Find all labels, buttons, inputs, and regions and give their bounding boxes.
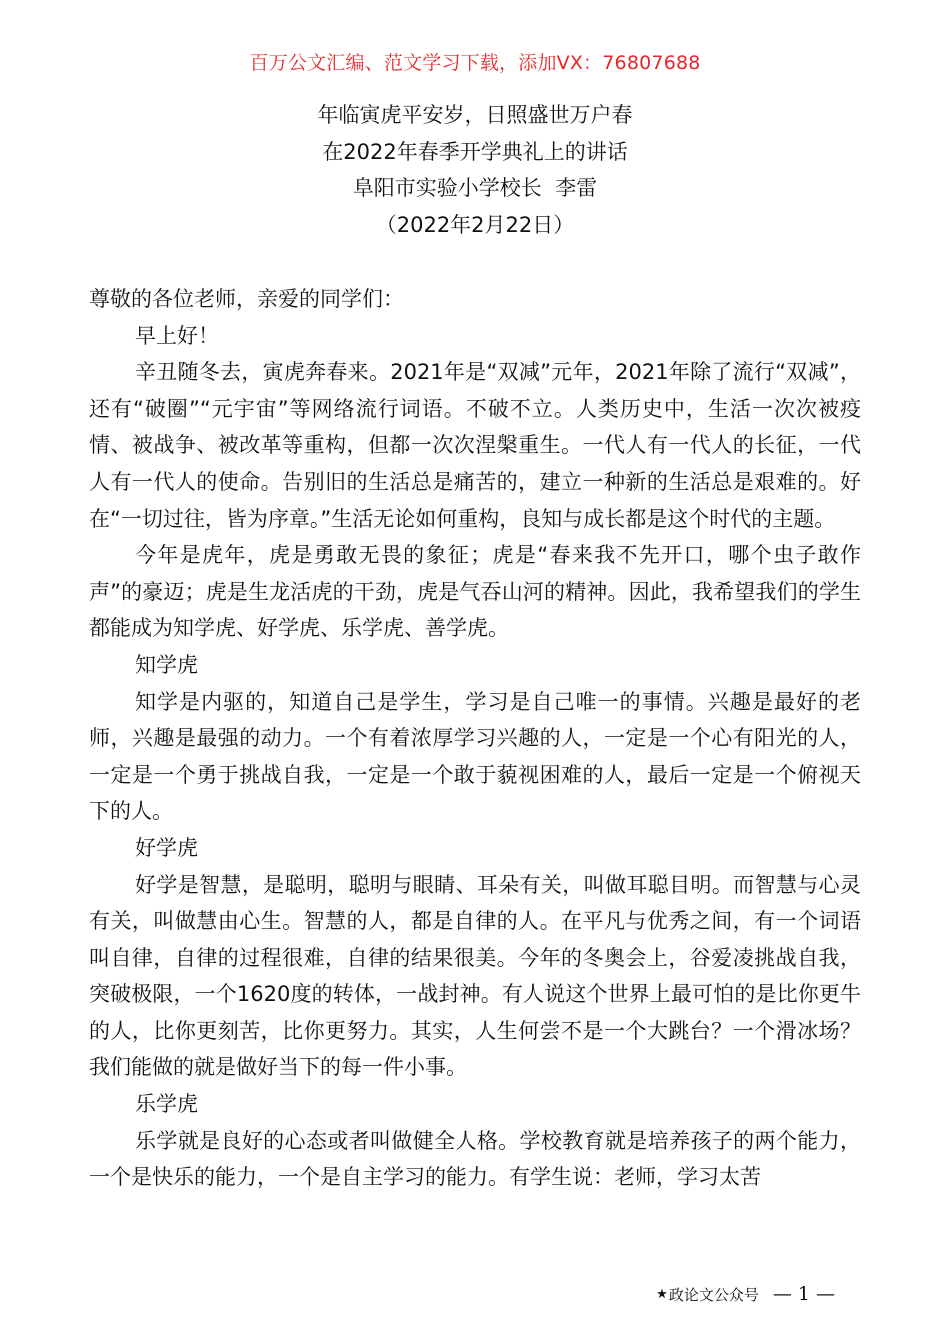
page-footer	[656, 1283, 835, 1305]
speech-date: （2022年2月22日）	[375, 212, 575, 237]
title-block	[0, 97, 950, 243]
star-icon: ★	[656, 1286, 668, 1302]
greeting: 早上好！	[135, 323, 219, 348]
speech-body	[89, 281, 861, 1196]
section-heading-haoxuehu: 好学虎	[135, 835, 198, 860]
paragraph: 辛丑随冬去，寅虎奔春来。2021年是“双减”元年，2021年除了流行“双减”，还有“破圈”“元宇宙”等网络流行词语。不破不立。人类历史中，生活一次次被疫情、被战争、被改革等重构，但都一次次涅槃重生。一代人有一代人的长征，一代人有一代人的使命。告别旧的生活总是痛苦的，建立一种新的生活总是艰难的。好在“一切过往，皆为序章。”生活无论如何重构，良知与成长都是这个时代的主题。	[89, 360, 861, 531]
paragraph: 乐学就是良好的心态或者叫做健全人格。学校教育就是培养孩子的两个能力，一个是快乐的能力，一个是自主学习的能力。有学生说：老师，学习太苦	[89, 1128, 861, 1190]
section-heading-lexuehu: 乐学虎	[135, 1092, 198, 1117]
header-watermark: 百万公文汇编、范文学习下载，添加VX：76807688	[249, 52, 701, 74]
footer-source: 政论文公众号	[668, 1285, 759, 1304]
speech-subtitle: 在2022年春季开学典礼上的讲话	[322, 139, 628, 164]
main-title: 年临寅虎平安岁，日照盛世万户春	[317, 103, 633, 127]
page-number: — 1 —	[772, 1283, 835, 1305]
salutation: 尊敬的各位老师，亲爱的同学们：	[89, 287, 404, 311]
paragraph: 今年是虎年，虎是勇敢无畏的象征；虎是“春来我不先开口，哪个虫子敢作声”的豪迈；虎是生龙活虎的干劲，虎是气吞山河的精神。因此，我希望我们的学生都能成为知学虎、好学虎、乐学虎、善学虎。	[89, 543, 861, 641]
paragraph: 好学是智慧，是聪明，聪明与眼睛、耳朵有关，叫做耳聪目明。而智慧与心灵有关，叫做慧由心生。智慧的人，都是自律的人。在平凡与优秀之间，有一个词语叫自律，自律的过程很难，自律的结果很美。今年的冬奥会上，谷爱凌挑战自我，突破极限，一个1620度的转体，一战封神。有人说这个世界上最可怕的是比你更牛的人，比你更刻苦，比你更努力。其实，人生何尝不是一个大跳台？一个滑冰场？我们能做的就是做好当下的每一件小事。	[89, 872, 861, 1080]
paragraph: 知学是内驱的，知道自己是学生，学习是自己唯一的事情。兴趣是最好的老师，兴趣是最强的动力。一个有着浓厚学习兴趣的人，一定是一个心有阳光的人，一定是一个勇于挑战自我，一定是一个敢于藐视困难的人，最后一定是一个俯视天下的人。	[89, 689, 861, 824]
speaker-line: 阜阳市实验小学校长 李雷	[352, 176, 598, 200]
section-heading-zhixuehu: 知学虎	[135, 652, 198, 677]
